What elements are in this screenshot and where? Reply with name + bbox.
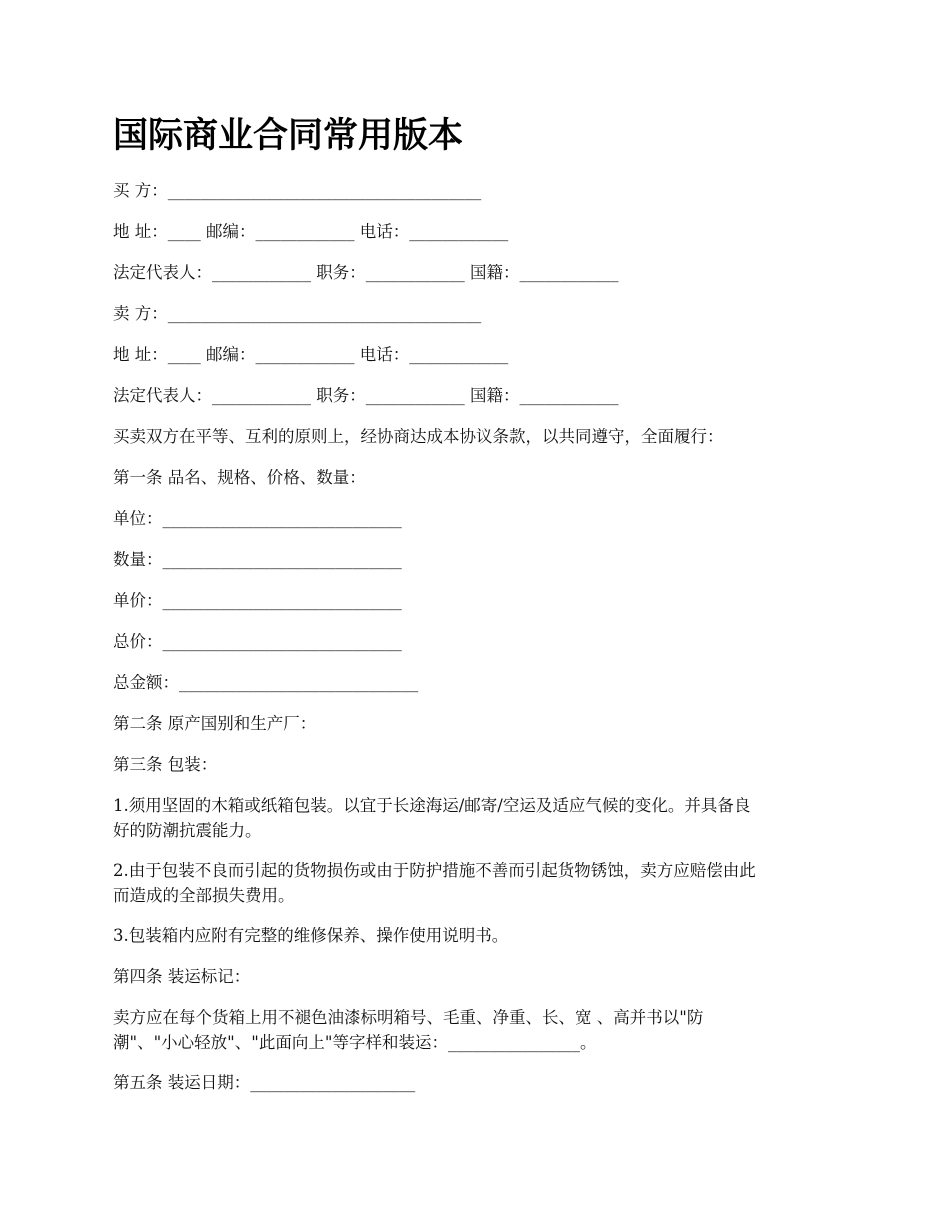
- packaging-clause-2-line-1: 2.由于包装不良而引起的货物损伤或由于防护措施不善而引起货物锈蚀，卖方应赔偿由此: [113, 861, 756, 880]
- seller-line: 卖 方：______________________________________: [113, 304, 482, 323]
- packaging-clause-1: [113, 793, 838, 843]
- total-price-line: 总价：_____________________________: [113, 632, 402, 651]
- article-2-heading: 第二条 原产国别和生产厂：: [113, 714, 317, 733]
- article-5-line: 第五条 装运日期：____________________: [113, 1073, 416, 1092]
- seller-representative-line: 法定代表人：____________ 职务：____________ 国籍：____________: [113, 386, 619, 405]
- article-4-text-line-1: 卖方应在每个货箱上用不褪色油漆标明箱号、毛重、净重、长、宽 、高并书以"防: [113, 1008, 704, 1027]
- total-amount-line: 总金额：_____________________________: [113, 673, 419, 692]
- buyer-line: 买 方：______________________________________: [113, 181, 482, 200]
- document-title: 国际商业合同常用版本: [113, 116, 464, 156]
- article-4-text: [113, 1005, 838, 1055]
- article-1-heading: 第一条 品名、规格、价格、数量：: [113, 468, 366, 487]
- article-4-heading: 第四条 装运标记：: [113, 967, 251, 986]
- packaging-clause-1-line-2: 好的防潮抗震能力。: [113, 821, 262, 840]
- packaging-clause-2-line-2: 而造成的全部损失费用。: [113, 886, 295, 905]
- packaging-clause-2: [113, 858, 838, 908]
- document-page: [113, 108, 843, 1111]
- buyer-representative-line: 法定代表人：____________ 职务：____________ 国籍：____________: [113, 263, 619, 282]
- article-3-heading: 第三条 包装：: [113, 755, 218, 774]
- unit-line: 单位：_____________________________: [113, 509, 402, 528]
- packaging-clause-1-line-1: 1.须用坚固的木箱或纸箱包装。以宜于长途海运/邮寄/空运及适应气候的变化。并具备良: [113, 796, 751, 815]
- unit-price-line: 单价：_____________________________: [113, 591, 402, 610]
- article-4-text-line-2: 潮"、"小心轻放"、"此面向上"等字样和装运：________________。: [113, 1033, 597, 1052]
- seller-address-line: 地 址：____ 邮编：____________ 电话：____________: [113, 345, 509, 364]
- quantity-line: 数量：_____________________________: [113, 550, 402, 569]
- agreement-intro: 买卖双方在平等、互利的原则上，经协商达成本协议条款，以共同遵守，全面履行：: [113, 427, 724, 446]
- packaging-clause-3: 3.包装箱内应附有完整的维修保养、操作使用说明书。: [113, 926, 509, 945]
- buyer-address-line: 地 址：____ 邮编：____________ 电话：____________: [113, 222, 509, 241]
